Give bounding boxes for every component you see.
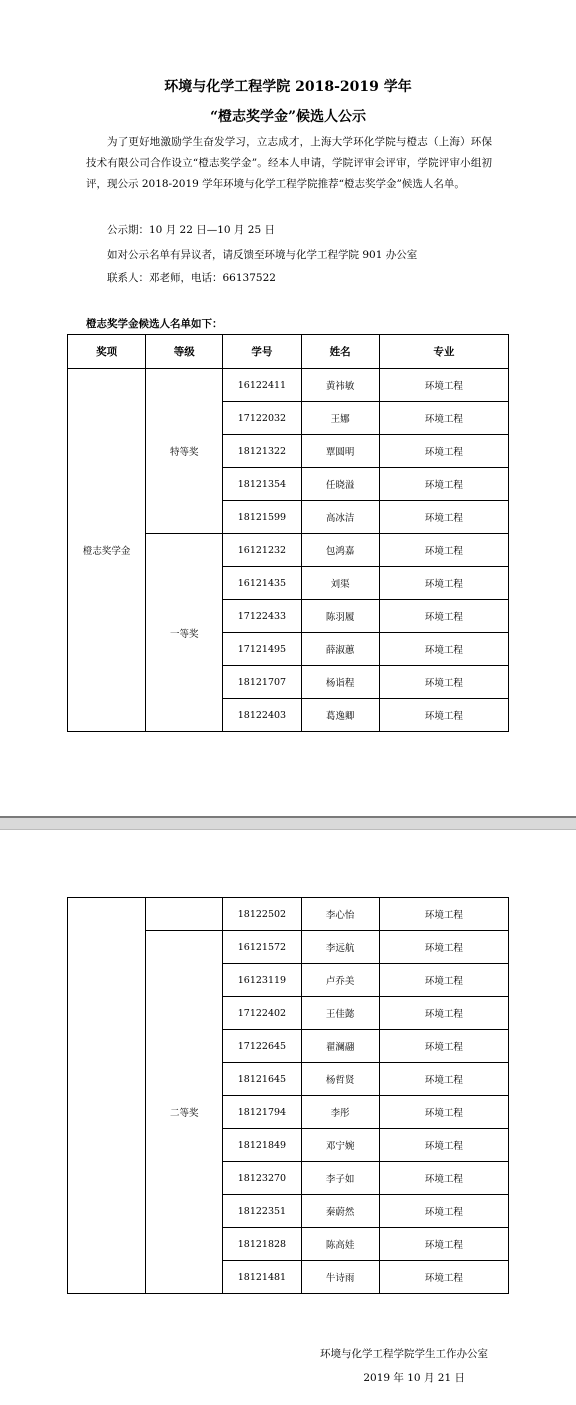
student-major: 环境工程 [379,964,508,997]
student-name: 陈高娃 [301,1228,379,1261]
student-id: 18121599 [223,501,301,534]
student-id: 17122433 [223,600,301,633]
student-major: 环境工程 [379,1162,508,1195]
student-name: 陈羽履 [301,600,379,633]
student-id: 18121645 [223,1063,301,1096]
header-level: 等级 [146,335,223,369]
page-break-separator [0,816,576,830]
student-name: 杨诣程 [301,666,379,699]
student-name: 王娜 [301,402,379,435]
award-name-cell: 橙志奖学金 [68,369,146,732]
candidate-table-part1 [67,334,509,732]
header-major: 专业 [379,335,508,369]
student-major: 环境工程 [379,1228,508,1261]
document-title-line1: 环境与化学工程学院 2018-2019 学年 [164,79,412,95]
student-name: 李子如 [301,1162,379,1195]
student-id: 18122403 [223,699,301,732]
header-award: 奖项 [68,335,146,369]
student-id: 18121322 [223,435,301,468]
student-major: 环境工程 [379,468,508,501]
student-id: 16121232 [223,534,301,567]
student-id: 17122645 [223,1030,301,1063]
document-title-line2: “橙志奖学金”候选人公示 [209,109,367,125]
student-major: 环境工程 [379,931,508,964]
level-cell-second: 二等奖 [146,931,223,1294]
student-name: 王佳懿 [301,997,379,1030]
student-major: 环境工程 [379,1096,508,1129]
student-major: 环境工程 [379,600,508,633]
student-major: 环境工程 [379,666,508,699]
student-name: 葛逸卿 [301,699,379,732]
student-id: 18121849 [223,1129,301,1162]
student-id: 16121572 [223,931,301,964]
student-name: 刘渠 [301,567,379,600]
student-major: 环境工程 [379,534,508,567]
student-id: 17122402 [223,997,301,1030]
student-name: 薛淑蕙 [301,633,379,666]
student-name: 黄祎敏 [301,369,379,402]
student-name: 牛诗雨 [301,1261,379,1294]
student-major: 环境工程 [379,1063,508,1096]
student-name: 李彤 [301,1096,379,1129]
student-major: 环境工程 [379,1129,508,1162]
level-cell-special: 特等奖 [146,369,223,534]
header-name: 姓名 [301,335,379,369]
student-id: 17121495 [223,633,301,666]
student-id: 18121481 [223,1261,301,1294]
student-id: 18121354 [223,468,301,501]
student-name: 李远航 [301,931,379,964]
award-name-continued-cell [68,898,146,1294]
student-id: 18123270 [223,1162,301,1195]
student-major: 环境工程 [379,699,508,732]
list-heading: 橙志奖学金候选人名单如下： [86,318,223,330]
student-major: 环境工程 [379,997,508,1030]
student-id: 17122032 [223,402,301,435]
student-name: 翟澜翮 [301,1030,379,1063]
student-name: 李心怡 [301,898,379,931]
student-major: 环境工程 [379,1030,508,1063]
footer-office: 环境与化学工程学院学生工作办公室 [320,1348,488,1360]
table-header-row [68,335,509,369]
candidate-table-part2 [67,897,509,1294]
student-major: 环境工程 [379,1261,508,1294]
student-id: 16122411 [223,369,301,402]
table-row [68,369,509,402]
student-name: 秦蔚然 [301,1195,379,1228]
header-student-id: 学号 [223,335,301,369]
student-major: 环境工程 [379,1195,508,1228]
level-cell-first-continued [146,898,223,931]
footer-date: 2019 年 10 月 21 日 [363,1372,465,1384]
student-major: 环境工程 [379,501,508,534]
notice-period: 公示期：10 月 22 日—10 月 25 日 [107,224,275,236]
student-name: 杨哲贤 [301,1063,379,1096]
contact-info: 联系人：邓老师，电话：66137522 [107,272,276,284]
objection-note: 如对公示名单有异议者，请反馈至环境与化学工程学院 901 办公室 [107,249,418,261]
student-id: 18121828 [223,1228,301,1261]
student-id: 16123119 [223,964,301,997]
level-cell-first: 一等奖 [146,534,223,732]
student-name: 卢乔美 [301,964,379,997]
intro-paragraph: 为了更好地激励学生奋发学习，立志成才，上海大学环化学院与橙志（上海）环保技术有限公司合作设立“橙志奖学金”。经本人申请，学院评审会评审，学院评审小组初评，现公示 2018-2019 学年环境与化学工程学院推荐“橙志奖学金”候选人名单。 [86,136,492,190]
student-major: 环境工程 [379,567,508,600]
student-major: 环境工程 [379,435,508,468]
student-id: 16121435 [223,567,301,600]
student-major: 环境工程 [379,369,508,402]
student-name: 覃圆明 [301,435,379,468]
student-major: 环境工程 [379,898,508,931]
student-name: 邓宁婉 [301,1129,379,1162]
student-name: 任晓溢 [301,468,379,501]
student-id: 18121707 [223,666,301,699]
student-major: 环境工程 [379,402,508,435]
student-id: 18122502 [223,898,301,931]
table-row [68,898,509,931]
student-major: 环境工程 [379,633,508,666]
student-name: 包鸿嘉 [301,534,379,567]
student-id: 18122351 [223,1195,301,1228]
student-name: 高冰洁 [301,501,379,534]
student-id: 18121794 [223,1096,301,1129]
